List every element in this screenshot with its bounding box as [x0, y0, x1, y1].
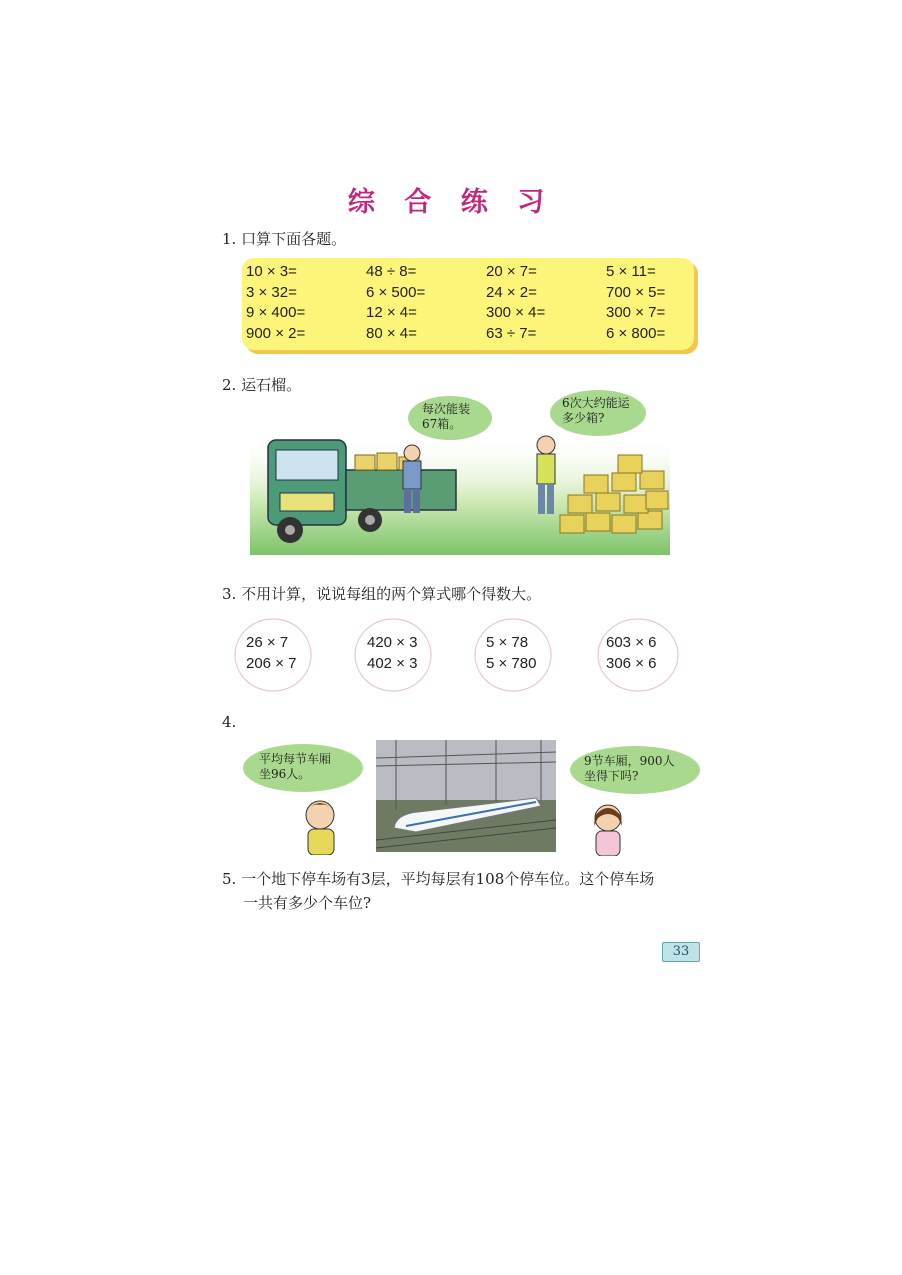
problem: 12 × 4=	[366, 304, 417, 321]
bubble-line: 平均每节车厢	[259, 752, 332, 766]
high-speed-train-photo	[376, 740, 556, 852]
bubble-line: 坐得下吗?	[584, 769, 639, 783]
girl-character	[586, 800, 630, 856]
speech-bubble-boy	[550, 390, 646, 436]
problem: 700 × 5=	[606, 283, 666, 301]
problem: 6 × 500=	[366, 283, 426, 301]
expression: 206 × 7	[246, 655, 297, 672]
mental-math-grid	[246, 262, 690, 344]
problem: 300 × 7=	[606, 304, 666, 321]
compare-group	[367, 632, 417, 674]
problem: 300 × 4=	[486, 304, 546, 321]
problem: 5 × 11=	[606, 263, 656, 280]
problem: 6 × 800=	[606, 324, 666, 342]
problem: 63 ÷ 7=	[486, 324, 537, 342]
speech-bubble-worker	[408, 396, 492, 440]
expression: 26 × 7	[246, 634, 289, 651]
bubble-line: 67箱。	[422, 417, 462, 431]
speech-bubble-girl-right	[570, 746, 700, 794]
problem: 10 × 3=	[246, 263, 297, 280]
expression: 306 × 6	[606, 655, 657, 672]
boy-character	[298, 795, 348, 855]
problem: 48 ÷ 8=	[366, 263, 417, 280]
problem: 3 × 32=	[246, 283, 297, 301]
expression: 603 × 6	[606, 634, 657, 651]
bubble-line: 9节车厢，900人	[584, 754, 675, 768]
page-number-badge: 33	[662, 942, 700, 962]
compare-group	[246, 632, 296, 674]
problem: 900 × 2=	[246, 324, 306, 342]
question-3-label: 3. 不用计算，说说每组的两个算式哪个得数大。	[222, 585, 542, 603]
expression: 402 × 3	[367, 655, 418, 672]
problem: 80 × 4=	[366, 324, 417, 342]
compare-group	[486, 632, 536, 674]
problem: 24 × 2=	[486, 283, 537, 301]
compare-group	[606, 632, 656, 674]
question-5-line-1: 5. 一个地下停车场有3层，平均每层有108个停车位。这个停车场	[222, 870, 655, 888]
page-title: 综 合 练 习	[347, 187, 555, 218]
question-5-line-2: 一共有多少个车位?	[243, 894, 372, 912]
bubble-line: 多少箱?	[562, 411, 605, 425]
problem: 9 × 400=	[246, 304, 306, 321]
problem: 20 × 7=	[486, 263, 537, 280]
bubble-line: 坐96人。	[259, 767, 311, 781]
question-2-label: 2. 运石榴。	[222, 376, 302, 394]
bubble-line: 每次能装	[422, 402, 471, 416]
question-4-label: 4.	[222, 713, 237, 731]
question-1-label: 1. 口算下面各题。	[222, 230, 347, 248]
speech-bubble-boy-left	[243, 744, 363, 792]
expression: 5 × 780	[486, 655, 537, 672]
expression: 420 × 3	[367, 634, 418, 651]
bubble-line: 6次大约能运	[562, 396, 630, 410]
expression: 5 × 78	[486, 634, 529, 651]
